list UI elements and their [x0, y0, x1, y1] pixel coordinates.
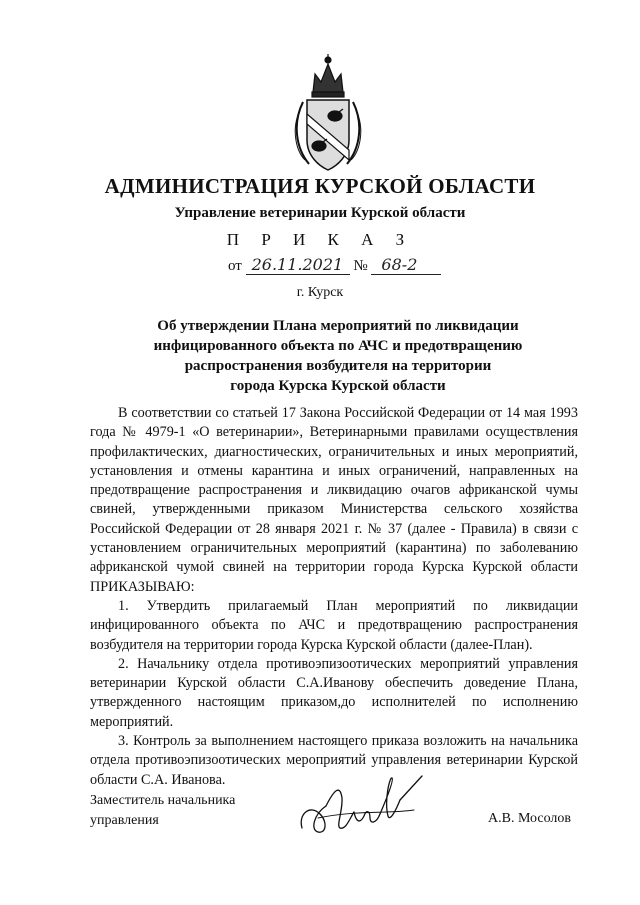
signatory-name: А.В. Мосолов — [488, 811, 572, 826]
order-body — [90, 404, 578, 790]
order-item-1: 1. Утвердить прилагаемый План мероприятий по ликвидации инфицированного объекта по АЧС и предотвращению распространения возбудителя на территории города Курска Курской области (далее-План). — [90, 597, 578, 653]
organization-title: АДМИНИСТРАЦИЯ КУРСКОЙ ОБЛАСТИ — [104, 174, 536, 198]
order-item-3: 3. Контроль за выполнением настоящего приказа возложить на начальника отдела противоэпизоотических мероприятий управления ветеринарии Курской области С.А. Иванова. — [90, 733, 578, 788]
heading-line-3: распространения возбудителя на территории — [184, 358, 492, 374]
date-prefix: от — [228, 258, 242, 274]
heading-line-1: Об утверждении Плана мероприятий по ликвидации — [157, 318, 519, 334]
document-heading — [128, 316, 548, 396]
order-item-2: 2. Начальнику отдела противоэпизоотических мероприятий управления ветеринарии Курской области С.А.Иванову обеспечить доведение Плана, утвержденного настоящим приказом,до исполнителей по исполнению мероприятий. — [90, 655, 578, 730]
handwritten-number: 68-2 — [371, 255, 441, 275]
position-line-1: Заместитель начальника — [90, 793, 236, 808]
document-type: П Р И К А З — [226, 230, 414, 249]
handwritten-date: 26.11.2021 — [246, 255, 350, 275]
preamble-paragraph: В соответствии со статьей 17 Закона Российской Федерации от 14 мая 1993 года № 4979-1 «О ветеринарии», Ветеринарными правилами осуществления профилактических, диагностических, ограничительных и иных мероприятий, установления и отмены карантина и иных ограничений, направленных на предотвращение распространения и ликвидацию очагов африканской чумы свиней, утвержденными приказом Министерства сельского хозяйства Российской Федерации от 28 января 2021 г. № 37 (далее - Правила) в связи с установлением ограничительных мероприятий (карантина) по заболеванию африканской чумой свиней на территории города Курска Курской области ПРИКАЗЫВАЮ: — [90, 405, 578, 595]
signatory-position — [90, 791, 235, 831]
handwritten-signature — [296, 770, 431, 842]
number-prefix: № — [353, 258, 368, 274]
coat-of-arms-emblem — [289, 52, 367, 176]
order-date-number — [228, 255, 441, 275]
heading-line-4: города Курска Курской области — [230, 378, 446, 394]
heading-line-2: инфицированного объекта по АЧС и предотвращению — [153, 338, 523, 354]
city: г. Курск — [296, 285, 344, 300]
position-line-2: управления — [90, 813, 159, 828]
department-title: Управление ветеринарии Курской области — [174, 205, 466, 221]
